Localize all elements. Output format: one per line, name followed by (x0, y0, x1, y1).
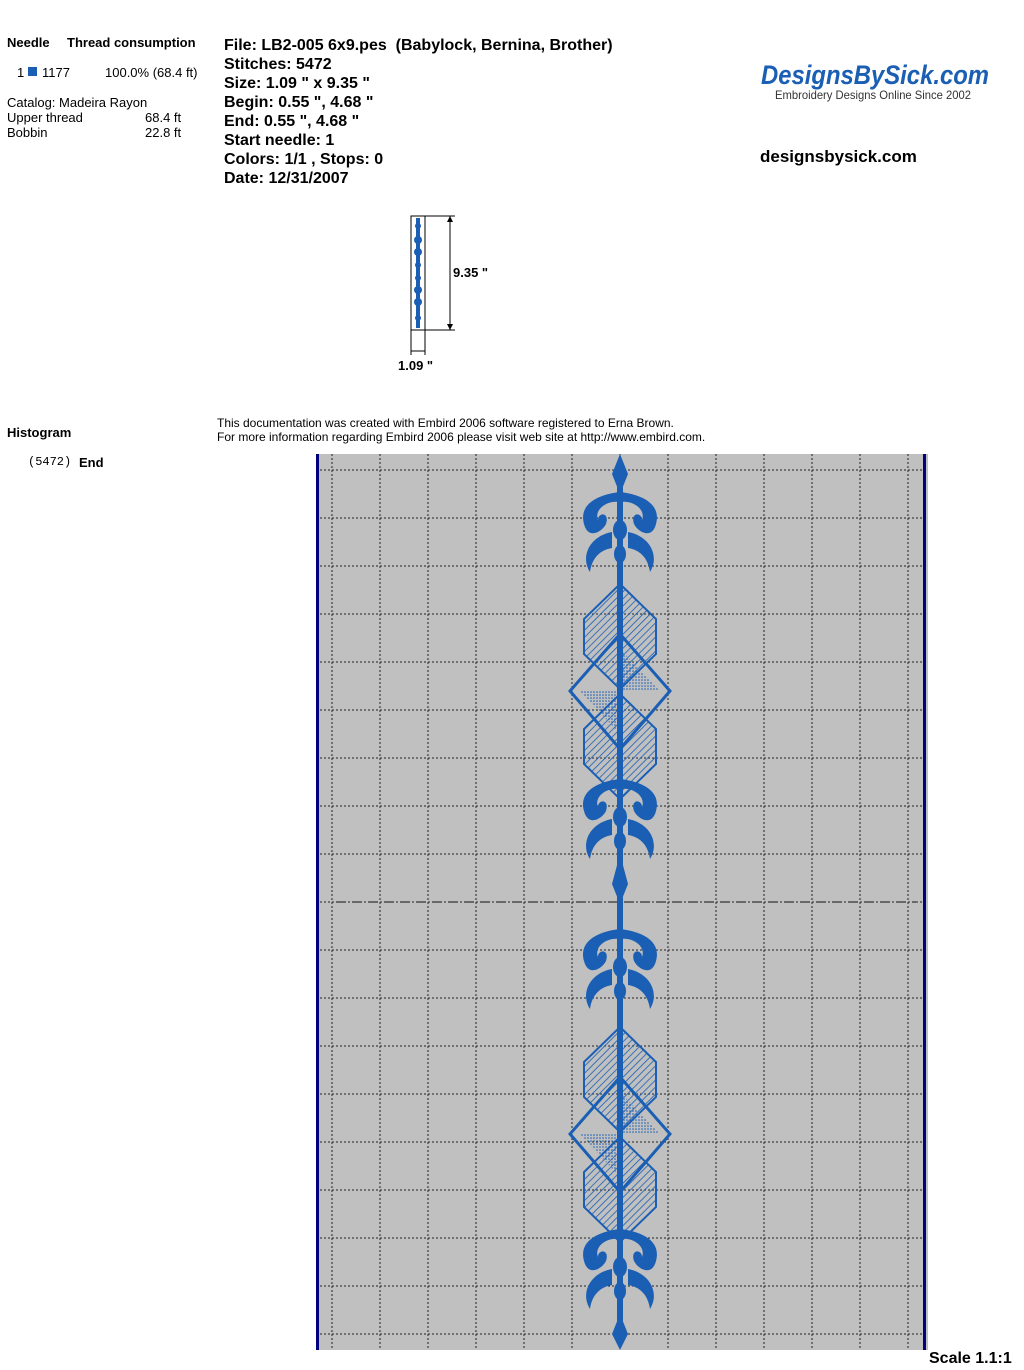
end-point: End: 0.55 ", 4.68 " (224, 113, 360, 130)
bobbin-value: 22.8 ft (145, 125, 182, 140)
histogram-entry-label: End (79, 455, 104, 470)
hoop-right-edge (923, 454, 926, 1350)
thread-percent: 100.0% (68.4 ft) (105, 65, 198, 80)
bobbin-label: Bobbin (7, 125, 48, 140)
upper-thread-label: Upper thread (7, 110, 83, 125)
thread-code: 1177 (42, 65, 70, 80)
design-thumbnail (395, 210, 505, 380)
thumbnail-width-label: 1.09 " (398, 358, 434, 373)
histogram-entry-count: (5472) (28, 455, 72, 469)
needle-header: Needle (7, 35, 50, 50)
design-date: Date: 12/31/2007 (224, 170, 349, 187)
thumbnail-height-label: 9.35 " (453, 265, 489, 280)
documentation-note-line1: This documentation was created with Embird 2006 software registered to Erna Brown. (217, 416, 674, 430)
histogram-title: Histogram (7, 425, 72, 440)
hoop-preview (316, 454, 928, 1350)
brand-logo-text: DesignsBySick.com (761, 60, 989, 90)
brand-logo (755, 55, 995, 105)
brand-tagline: Embroidery Designs Online Since 2002 (775, 88, 972, 102)
needle-number: 1 (17, 65, 25, 80)
catalog-label: Catalog: Madeira Rayon (7, 95, 148, 110)
stitch-count: Stitches: 5472 (224, 56, 332, 73)
documentation-note (217, 416, 705, 444)
file-info (224, 36, 613, 188)
design-size: Size: 1.09 " x 9.35 " (224, 75, 370, 92)
upper-thread-value: 68.4 ft (145, 110, 182, 125)
thread-consumption-header: Thread consumption (67, 35, 196, 50)
documentation-note-line2: For more information regarding Embird 2006 please visit web site at http://www.embird.com. (217, 430, 706, 444)
scale-label: Scale 1.1:1 (929, 1350, 1012, 1367)
hoop-left-edge (316, 454, 319, 1350)
thread-color-swatch (28, 67, 37, 76)
colors-stops: Colors: 1/1 , Stops: 0 (224, 151, 384, 168)
begin-point: Begin: 0.55 ", 4.68 " (224, 94, 374, 111)
start-needle: Start needle: 1 (224, 132, 335, 149)
brand-website: designsbysick.com (760, 147, 917, 166)
file-name: File: LB2-005 6x9.pes (Babylock, Bernina, Brother) (224, 37, 613, 54)
